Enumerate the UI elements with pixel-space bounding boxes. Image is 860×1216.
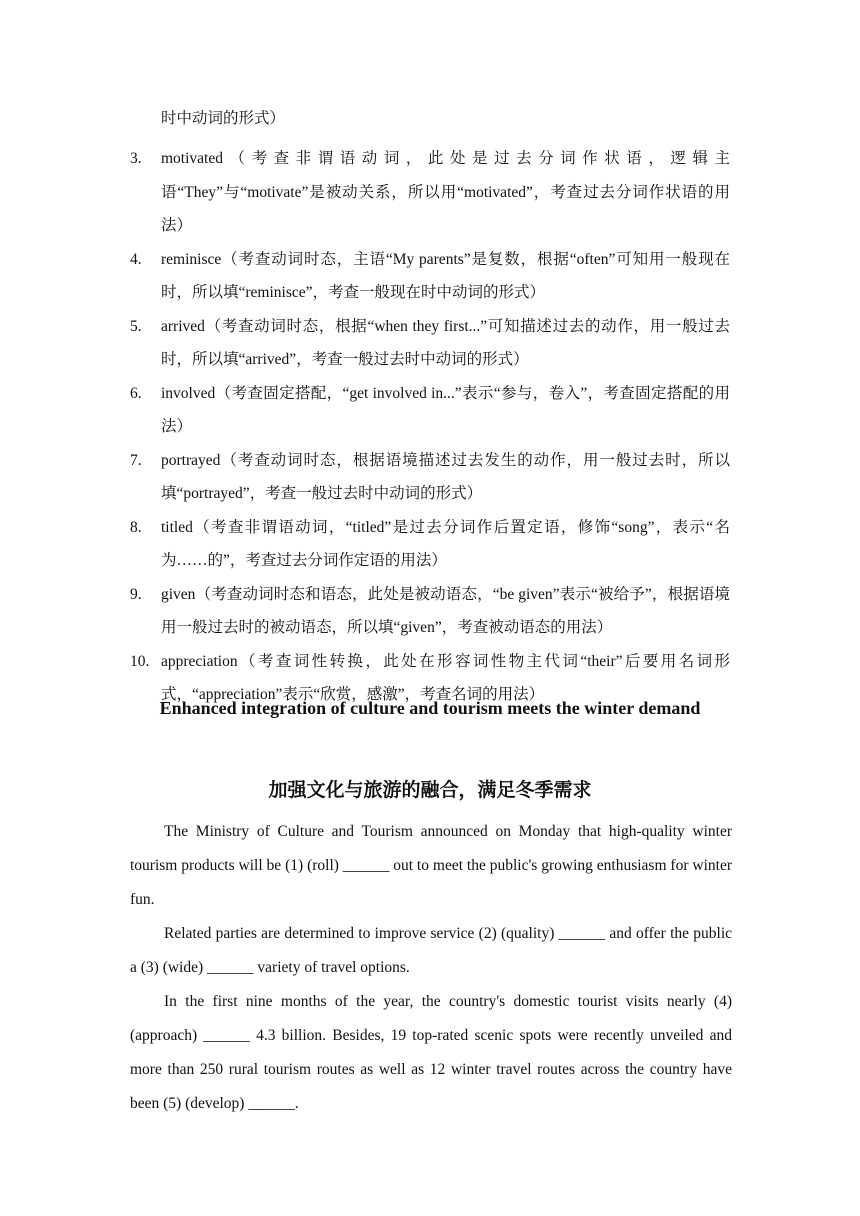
answer-number: 6. — [130, 384, 142, 402]
article-paragraph: Related parties are determined to improve service (2) (quality) ______ and offer the public a (3) (wide) ______ variety of travel options. — [130, 925, 732, 976]
answer-text: titled（考查非谓语动词，“titled”是过去分词作后置定语，修饰“song”，表示“名为……的”，考查过去分词作定语的用法） — [161, 518, 730, 569]
answer-number: 5. — [130, 317, 142, 335]
answer-continuation: 时中动词的形式） — [161, 110, 286, 127]
answer-text: appreciation（考查词性转换，此处在形容词性物主代词“their”后要用名词形式，“appreciation”表示“欣赏，感激”，考查名词的用法） — [161, 652, 730, 703]
article-paragraph: In the first nine months of the year, the country's domestic tourist visits nearly (4) (approach) ______ 4.3 billion. Besides, 19 top-rated scenic spots were recently unveiled and more than 250 rural tourism routes as well as 12 winter travel routes across the country have been (5) (develop) ______. — [130, 993, 732, 1112]
answer-item — [130, 142, 730, 243]
answer-text: given（考查动词时态和语态，此处是被动语态，“be given”表示“被给予”，根据语境用一般过去时的被动语态，所以填“given”，考查被动语态的用法） — [161, 585, 730, 636]
article-title-chinese: 加强文化与旅游的融合，满足冬季需求 — [268, 780, 592, 801]
answer-number: 9. — [130, 585, 142, 603]
article-title-english: Enhanced integration of culture and tourism meets the winter demand — [159, 698, 701, 718]
answer-text: arrived（考查动词时态，根据“when they first...”可知描述过去的动作，用一般过去时，所以填“arrived”，考查一般过去时中动词的形式） — [161, 317, 730, 368]
answer-text: reminisce（考查动词时态，主语“My parents”是复数，根据“often”可知用一般现在时，所以填“reminisce”，考查一般现在时中动词的形式） — [161, 250, 730, 301]
answer-item — [130, 310, 730, 377]
article-body — [130, 815, 732, 1121]
answer-number: 7. — [130, 451, 142, 469]
answer-item — [130, 511, 730, 578]
answer-item — [130, 377, 730, 444]
answer-item — [130, 578, 730, 645]
answer-list — [130, 142, 730, 712]
answer-item — [130, 243, 730, 310]
answer-number: 10. — [130, 652, 150, 670]
answer-text: motivated（考查非谓语动词，此处是过去分词作状语，逻辑主语“They”与“motivate”是被动关系，所以用“motivated”，考查过去分词作状语的用法） — [161, 150, 730, 234]
answer-item — [130, 444, 730, 511]
answer-number: 4. — [130, 250, 142, 268]
answer-number: 3. — [130, 150, 142, 167]
article-paragraph: The Ministry of Culture and Tourism announced on Monday that high-quality winter tourism products will be (1) (roll) ______ out to meet the public's growing enthusiasm for winter fun. — [130, 823, 732, 908]
answer-text: involved（考查固定搭配，“get involved in...”表示“参与，卷入”，考查固定搭配的用法） — [161, 384, 730, 435]
answer-number: 8. — [130, 518, 142, 536]
answer-text: portrayed（考查动词时态，根据语境描述过去发生的动作，用一般过去时，所以填“portrayed”，考查一般过去时中动词的形式） — [161, 451, 730, 502]
